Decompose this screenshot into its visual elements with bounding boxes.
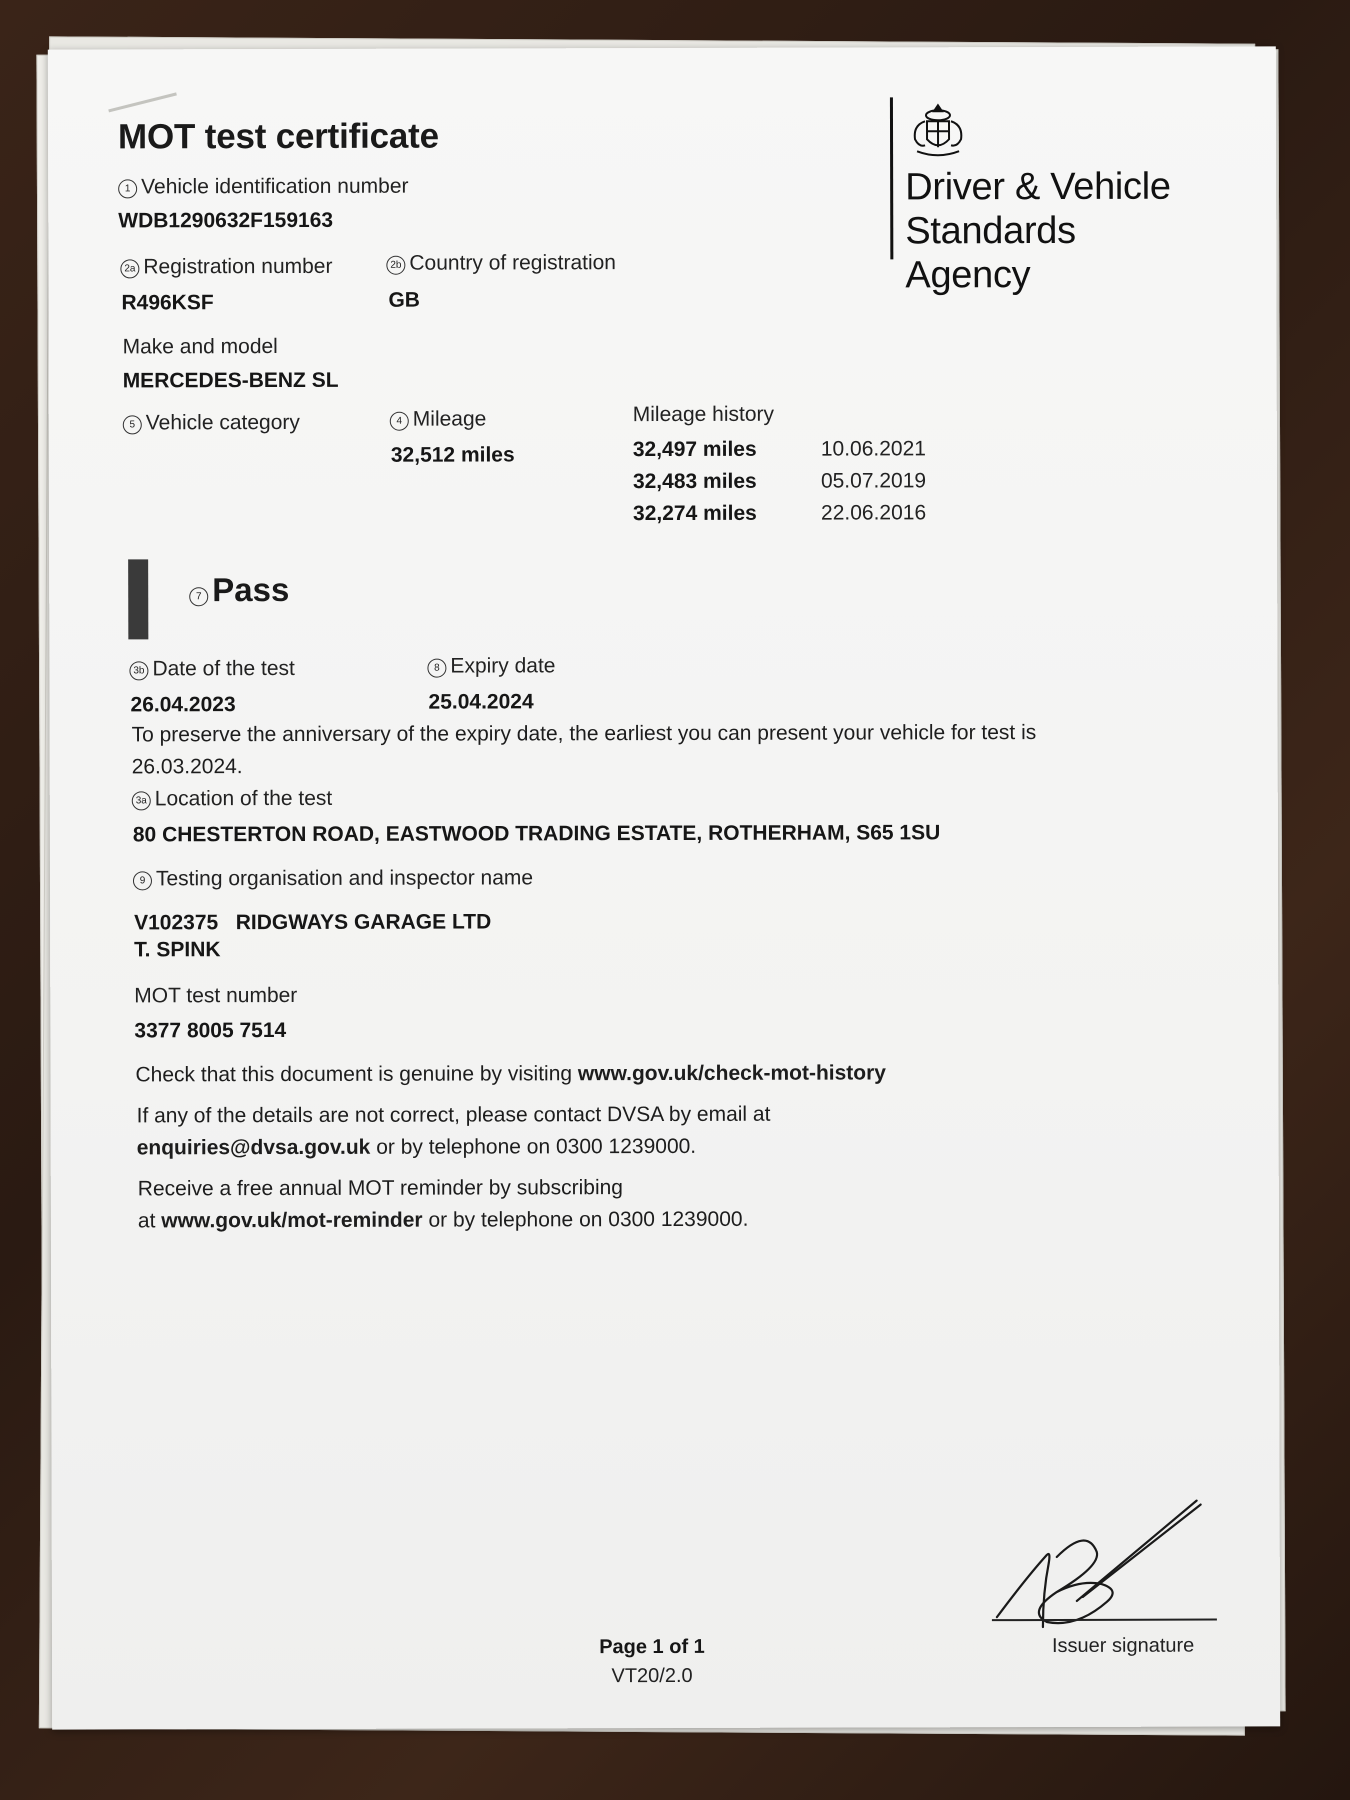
country-value: GB (388, 288, 420, 312)
vin-label: 1 Vehicle identification number (118, 175, 408, 200)
field-number-badge: 1 (118, 179, 137, 198)
show-through-text (608, 133, 619, 184)
page-footer (522, 1636, 782, 1689)
organisation-name: RIDGWAYS GARAGE LTD (235, 910, 492, 935)
issuer-signature-image (987, 1497, 1217, 1638)
location-label: 3a Location of the test (132, 787, 333, 812)
anniversary-line: 26.03.2024. (131, 755, 243, 779)
anniversary-line: To preserve the anniversary of the expiry date, the earliest you can present your vehicle for test is (131, 721, 1037, 747)
organisation-code: V102375 (134, 911, 219, 935)
country-label: 2b Country of registration (386, 251, 616, 276)
mot-reminder-link[interactable]: www.gov.uk/mot-reminder (161, 1208, 423, 1233)
field-number-badge: 3b (129, 661, 148, 680)
field-number-badge: 2a (120, 259, 139, 278)
field-number-badge: 3a (132, 791, 151, 810)
inspector-name: T. SPINK (134, 938, 221, 962)
agency-name-line: Agency (905, 254, 1031, 297)
logo-divider (890, 97, 893, 259)
history-date: 10.06.2021 (820, 437, 926, 461)
vin-value: WDB1290632F159163 (118, 208, 334, 233)
check-genuine-text: Check that this document is genuine by visiting www.gov.uk/check-mot-history (135, 1061, 886, 1087)
anniversary-note (132, 717, 1192, 784)
test-number-label: MOT test number (134, 983, 298, 1008)
test-number-value: 3377 8005 7514 (134, 1018, 287, 1043)
history-miles: 32,274 miles (632, 501, 757, 526)
test-date-value: 26.04.2023 (130, 693, 236, 717)
page-indicator: Page 1 of 1 (599, 1635, 705, 1659)
history-date: 05.07.2019 (820, 469, 927, 493)
document-title: MOT test certificate (117, 116, 439, 157)
field-number-badge: 7 (189, 587, 208, 606)
expiry-date-label: 8 Expiry date (427, 654, 555, 678)
history-miles: 32,497 miles (632, 437, 757, 462)
history-date: 22.06.2016 (820, 501, 927, 525)
signature-label: Issuer signature (1051, 1634, 1195, 1657)
history-miles: 32,483 miles (632, 469, 757, 494)
test-result: 7 Pass (189, 571, 289, 609)
field-number-badge: 8 (427, 659, 446, 678)
reminder-text: Receive a free annual MOT reminder by subscribing at www.gov.uk/mot-reminder or by telephone on 0300 1239000. (137, 1176, 749, 1233)
mileage-history-label: Mileage history (632, 402, 775, 427)
test-date-label: 3b Date of the test (129, 657, 294, 681)
agency-name-line: Driver & Vehicle (905, 165, 1171, 209)
field-number-badge: 9 (133, 871, 152, 890)
organisation-label: 9 Testing organisation and inspector name (133, 866, 533, 891)
field-number-badge: 2b (386, 256, 405, 275)
mileage-history-row (633, 501, 953, 534)
organisation-value (134, 910, 491, 935)
royal-crest-icon (903, 99, 983, 159)
contact-text: If any of the details are not correct, please contact DVSA by email at enquiries@dvsa.gov.uk or by telephone on 0300 1239000. (136, 1102, 771, 1160)
expiry-date-value: 25.04.2024 (428, 690, 534, 714)
mileage-history-list (633, 437, 953, 534)
form-code: VT20/2.0 (611, 1664, 693, 1688)
mileage-history-row (633, 469, 953, 502)
agency-name (905, 165, 1171, 298)
field-number-badge: 4 (390, 412, 409, 431)
mileage-history-row (633, 437, 953, 470)
check-mot-history-link[interactable]: www.gov.uk/check-mot-history (577, 1061, 886, 1086)
registration-label: 2a Registration number (120, 255, 332, 280)
pass-status-bar (128, 559, 148, 639)
contact-email-link[interactable]: enquiries@dvsa.gov.uk (136, 1135, 371, 1160)
field-number-badge: 5 (123, 415, 142, 434)
staple-mark (101, 63, 177, 112)
make-model-value: MERCEDES-BENZ SL (122, 368, 339, 393)
mileage-value: 32,512 miles (390, 443, 515, 467)
registration-value: R496KSF (121, 291, 214, 315)
location-value: 80 CHESTERTON ROAD, EASTWOOD TRADING ESTATE, ROTHERHAM, S65 1SU (132, 821, 941, 847)
vehicle-category-label: 5 Vehicle category (123, 411, 300, 435)
agency-name-line: Standards (905, 209, 1076, 253)
mot-certificate-page (48, 46, 1280, 1729)
mileage-label: 4 Mileage (390, 407, 487, 431)
make-model-label: Make and model (122, 335, 278, 359)
